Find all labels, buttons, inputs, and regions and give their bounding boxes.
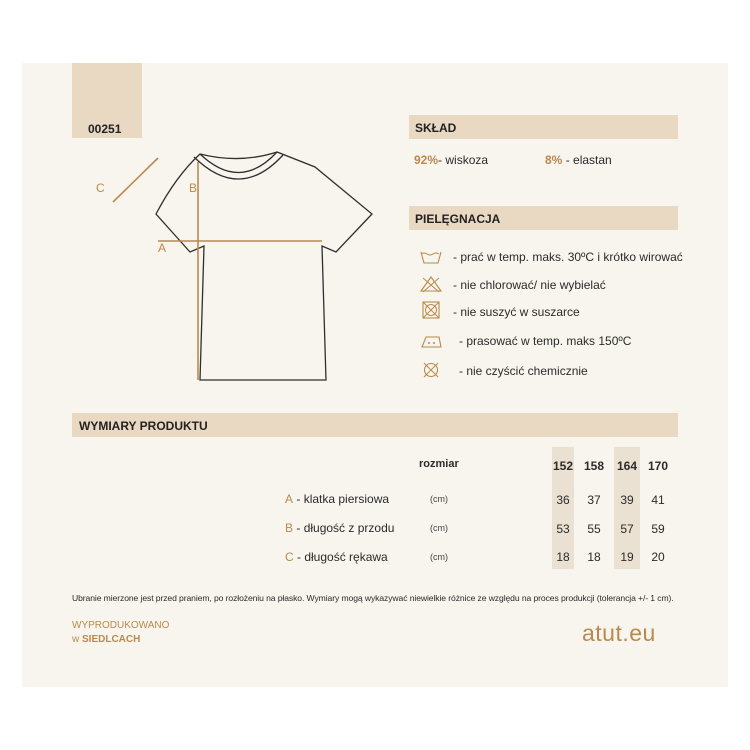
dimension-row-a xyxy=(285,492,389,506)
label-c: C xyxy=(96,181,105,195)
care-item-text: - prać w temp. maks. 30ºC i krótko wirować xyxy=(453,250,683,264)
care-item-text: - nie czyścić chemicznie xyxy=(459,364,588,378)
dimension-unit: (cm) xyxy=(430,494,448,504)
dimension-unit: (cm) xyxy=(430,552,448,562)
size-label: 152 xyxy=(552,459,574,473)
iron-150-icon xyxy=(419,333,445,349)
no-dry-clean-icon xyxy=(421,360,441,380)
care-item-text: - nie chlorować/ nie wybielać xyxy=(453,278,606,292)
care-item-text: - prasować w temp. maks 150ºC xyxy=(459,334,632,348)
dimension-label: - długość z przodu xyxy=(296,521,395,535)
composition-percent: 8% xyxy=(545,153,563,167)
dimension-row-b xyxy=(285,521,394,535)
tshirt-diagram xyxy=(90,140,390,400)
dimension-unit: (cm) xyxy=(430,523,448,533)
dimension-label: - długość rękawa xyxy=(297,550,388,564)
dimensions-title: WYMIARY PRODUKTU xyxy=(79,419,208,433)
no-tumble-dry-icon xyxy=(421,300,441,320)
dimension-value: 55 xyxy=(587,522,601,536)
size-label: 170 xyxy=(647,459,669,473)
dimension-row-c xyxy=(285,550,388,564)
dimension-value: 59 xyxy=(651,522,665,536)
measurement-note: Ubranie mierzone jest przed praniem, po rozłożeniu na płasko. Wymiary mogą wykazywać niewielkie różnice ze względu na proces produkcji (tolerancja +/- 1 cm). xyxy=(72,593,674,603)
made-in-line1: WYPRODUKOWANO xyxy=(72,620,170,631)
dimension-value: 57 xyxy=(620,522,634,536)
brand-logo: atut.eu xyxy=(582,620,656,646)
dimension-value: 53 xyxy=(556,522,570,536)
made-in-line2 xyxy=(72,634,140,645)
dimension-letter: A xyxy=(285,492,294,506)
composition-label: - elastan xyxy=(565,153,612,167)
product-code: 00251 xyxy=(88,122,122,136)
composition-item-1 xyxy=(414,153,488,167)
label-a: A xyxy=(158,241,167,255)
size-label: 164 xyxy=(616,459,638,473)
size-header: rozmiar xyxy=(419,458,459,470)
composition-label: - wiskoza xyxy=(438,153,489,167)
dimension-label: - klatka piersiowa xyxy=(296,492,390,506)
dimension-value: 36 xyxy=(556,493,570,507)
label-b: B xyxy=(189,181,198,195)
composition-percent: 92% xyxy=(414,153,439,167)
dimension-value: 19 xyxy=(620,550,634,564)
dimension-value: 18 xyxy=(556,550,570,564)
dimension-value: 18 xyxy=(587,550,601,564)
dimension-value: 37 xyxy=(587,493,601,507)
wash-30-icon xyxy=(419,249,443,265)
dimension-value: 41 xyxy=(651,493,665,507)
dimension-value: 39 xyxy=(620,493,634,507)
made-in-city: SIEDLCACH xyxy=(82,634,141,645)
dimension-letter: B xyxy=(285,521,294,535)
dimension-letter: C xyxy=(285,550,294,564)
dimension-value: 20 xyxy=(651,550,665,564)
care-title: PIELĘGNACJA xyxy=(415,212,501,226)
no-bleach-icon xyxy=(419,275,443,293)
composition-item-2 xyxy=(545,153,612,167)
care-item-text: - nie suszyć w suszarce xyxy=(453,305,580,319)
composition-title: SKŁAD xyxy=(415,121,457,135)
made-in-w: w xyxy=(72,634,80,645)
size-label: 158 xyxy=(583,459,605,473)
